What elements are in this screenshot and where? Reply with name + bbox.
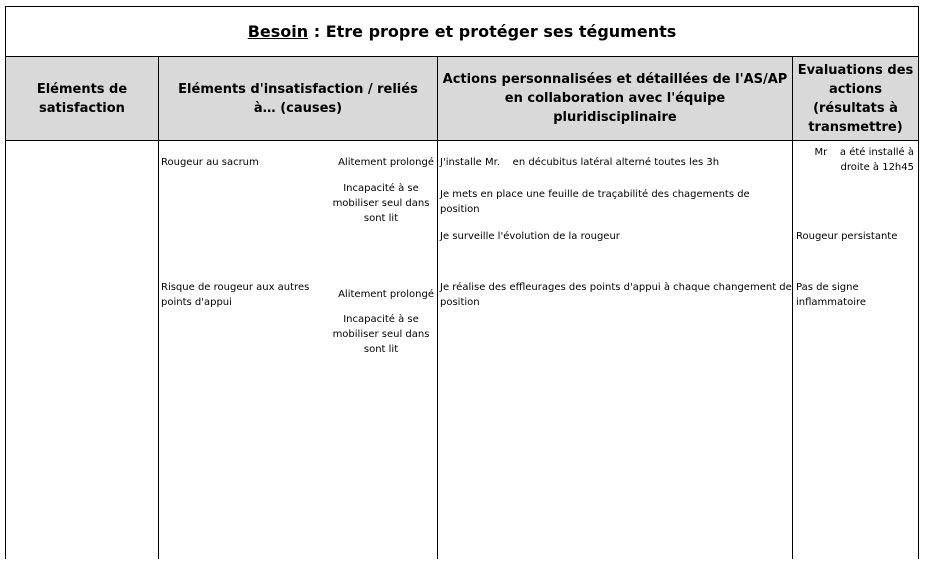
evaluation-text: Mr a été installé à droite à 12h45 bbox=[814, 147, 918, 173]
evaluation-text: Rougeur persistante bbox=[796, 231, 898, 242]
table-title bbox=[6, 7, 918, 57]
cause-text: Alitement prolongé bbox=[338, 289, 434, 300]
title-text: : Etre propre et protéger ses téguments bbox=[308, 22, 677, 41]
problem-text: Rougeur au sacrum bbox=[161, 157, 259, 168]
table-body bbox=[6, 141, 918, 559]
action-text: Je surveille l'évolution de la rougeur bbox=[440, 231, 620, 242]
header-satisfaction: Eléments de satisfaction bbox=[36, 81, 128, 116]
evaluation-text: Pas de signe inflammatoire bbox=[796, 282, 867, 308]
action-text: J'installe Mr. en décubitus latéral alterné toutes les 3h bbox=[440, 157, 720, 168]
header-actions: Actions personnalisées et détaillées de l'AS/AP en collaboration avec l'équipe pluridisciplinaire bbox=[442, 72, 788, 125]
cause-text: Incapacité à se mobiliser seul dans sont lit bbox=[332, 183, 430, 224]
cause-text: Alitement prolongé bbox=[338, 157, 434, 168]
problem-text: Risque de rougeur aux autres points d'appui bbox=[161, 282, 310, 308]
action-text: Je mets en place une feuille de traçabilité des chagements de position bbox=[440, 189, 750, 215]
title-label: Besoin bbox=[247, 22, 309, 41]
header-insatisfaction: Eléments d'insatisfaction / reliés à… (causes) bbox=[178, 81, 418, 116]
action-text: Je réalise des effleurages des points d'appui à chaque changement de position bbox=[440, 282, 792, 308]
care-plan-table bbox=[5, 6, 919, 559]
header-row bbox=[6, 57, 918, 141]
cause-text: Incapacité à se mobiliser seul dans sont lit bbox=[332, 314, 430, 355]
header-evaluations: Evaluations des actions (résultats à transmettre) bbox=[797, 62, 914, 135]
